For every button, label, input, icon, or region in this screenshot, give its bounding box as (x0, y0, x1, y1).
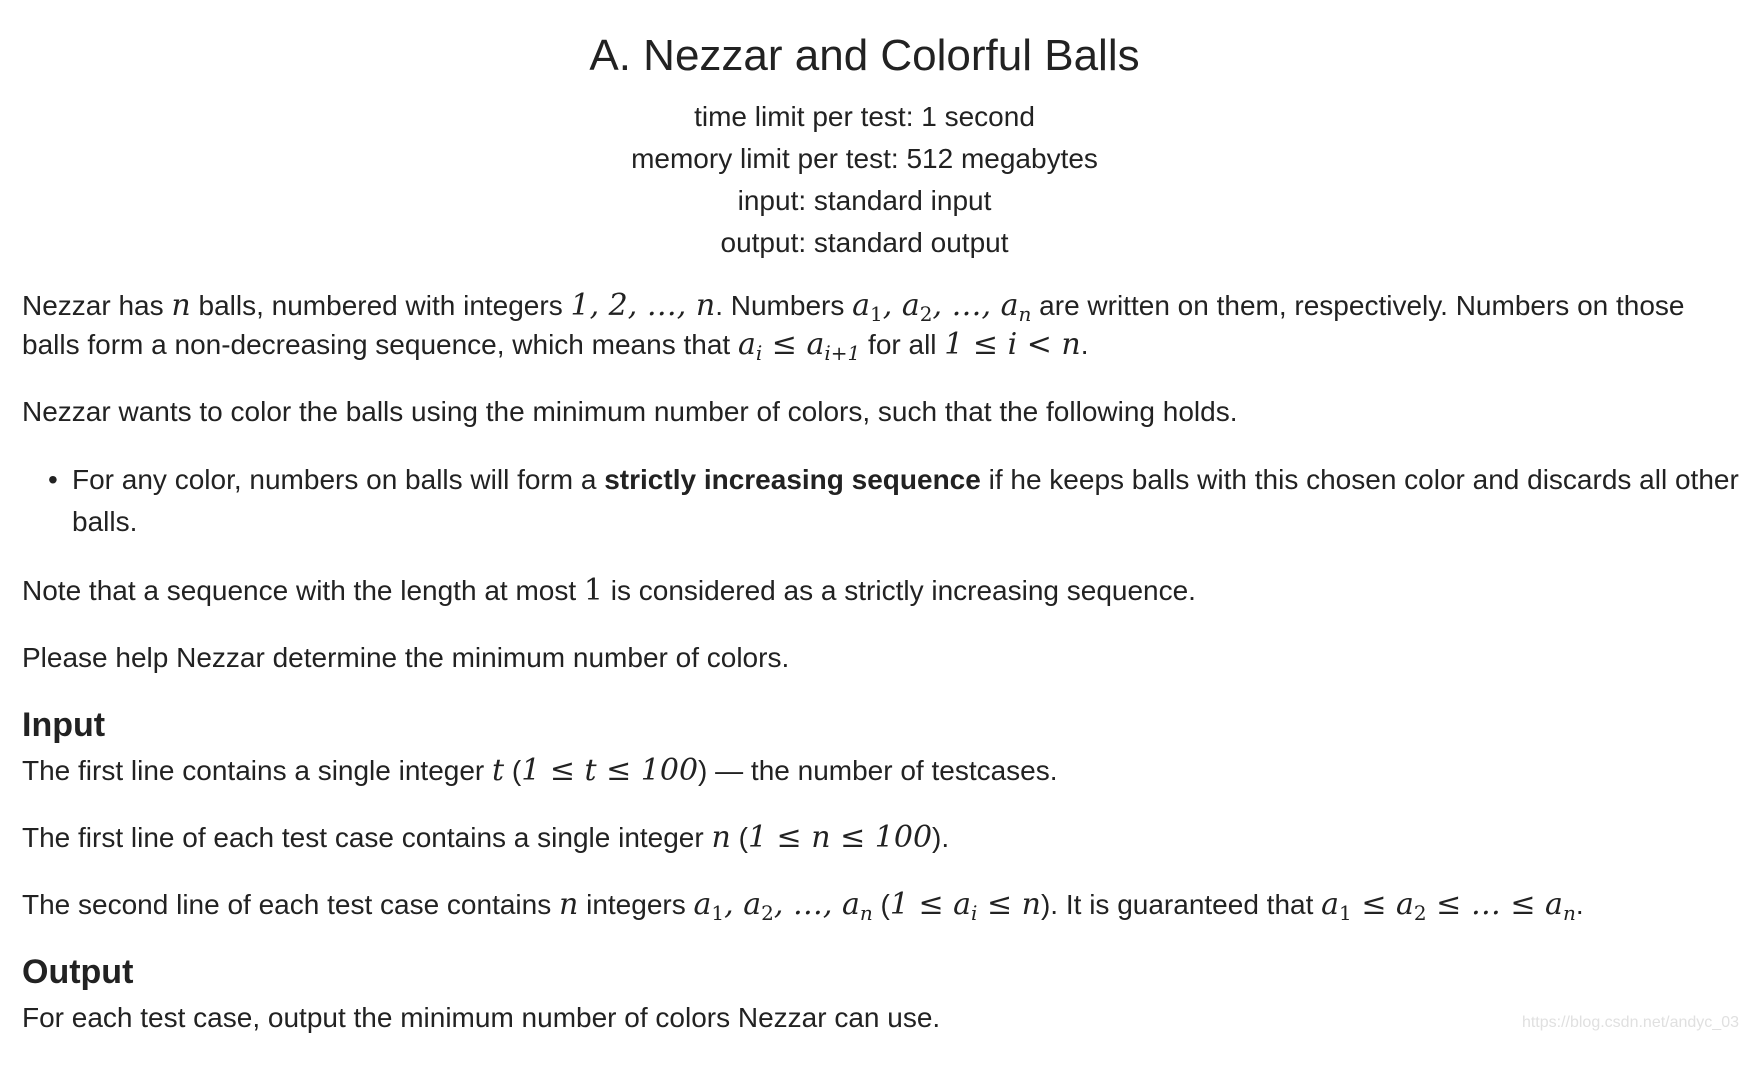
legend-paragraph-2: Nezzar wants to color the balls using the minimum number of colors, such that the following holds. (22, 396, 1238, 427)
memory-limit: memory limit per test: 512 megabytes (631, 143, 1098, 174)
problem-body (22, 286, 1742, 1037)
output-type: output: standard output (720, 227, 1009, 258)
watermark: https://blog.csdn.net/andyc_03 (1521, 1014, 1739, 1031)
input-line-1: The first line contains a single integer t (1 ≤ t ≤ 100) — the number of testcases. (22, 753, 1058, 788)
condition-list (22, 459, 1742, 543)
bullet-icon: • (48, 464, 58, 495)
input-type: input: standard input (737, 185, 992, 216)
input-section-title: Input (22, 706, 106, 744)
problem-title: A. Nezzar and Colorful Balls (589, 31, 1140, 80)
output-section-title: Output (22, 953, 134, 991)
time-limit: time limit per test: 1 second (694, 101, 1035, 132)
output-line-1: For each test case, output the minimum number of colors Nezzar can use. (22, 1002, 941, 1033)
legend-paragraph-4: Please help Nezzar determine the minimum number of colors. (22, 642, 790, 673)
problem-header (0, 30, 1729, 264)
problem-statement-page (22, 0, 1742, 1065)
legend-paragraph-1: Nezzar has n balls, numbered with integers 1, 2, …, n. Numbers $a_1$, $a_2$, …, $a_n$ are written on them, respectively. Numbers on those balls form a non-decreasing sequence, which means that $a_i \le a_{i+1}$ for all 1 ≤ i < n. (22, 288, 1685, 365)
list-item: • For any color, numbers on balls will form a strictly increasing sequence if he keeps balls with this chosen color and discards all other balls. (72, 459, 1742, 543)
legend-paragraph-3: Note that a sequence with the length at most 1 is considered as a strictly increasing sequence. (22, 573, 1196, 608)
input-line-2: The first line of each test case contains a single integer n (1 ≤ n ≤ 100). (22, 820, 950, 855)
input-line-3: The second line of each test case contains n integers $a_1$, $a_2$, …, $a_n$ $(1 \le a_i \le n)$. It is guaranteed that $a_1 \le a_2$ ≤ … ≤ $a_n$. (22, 887, 1584, 925)
